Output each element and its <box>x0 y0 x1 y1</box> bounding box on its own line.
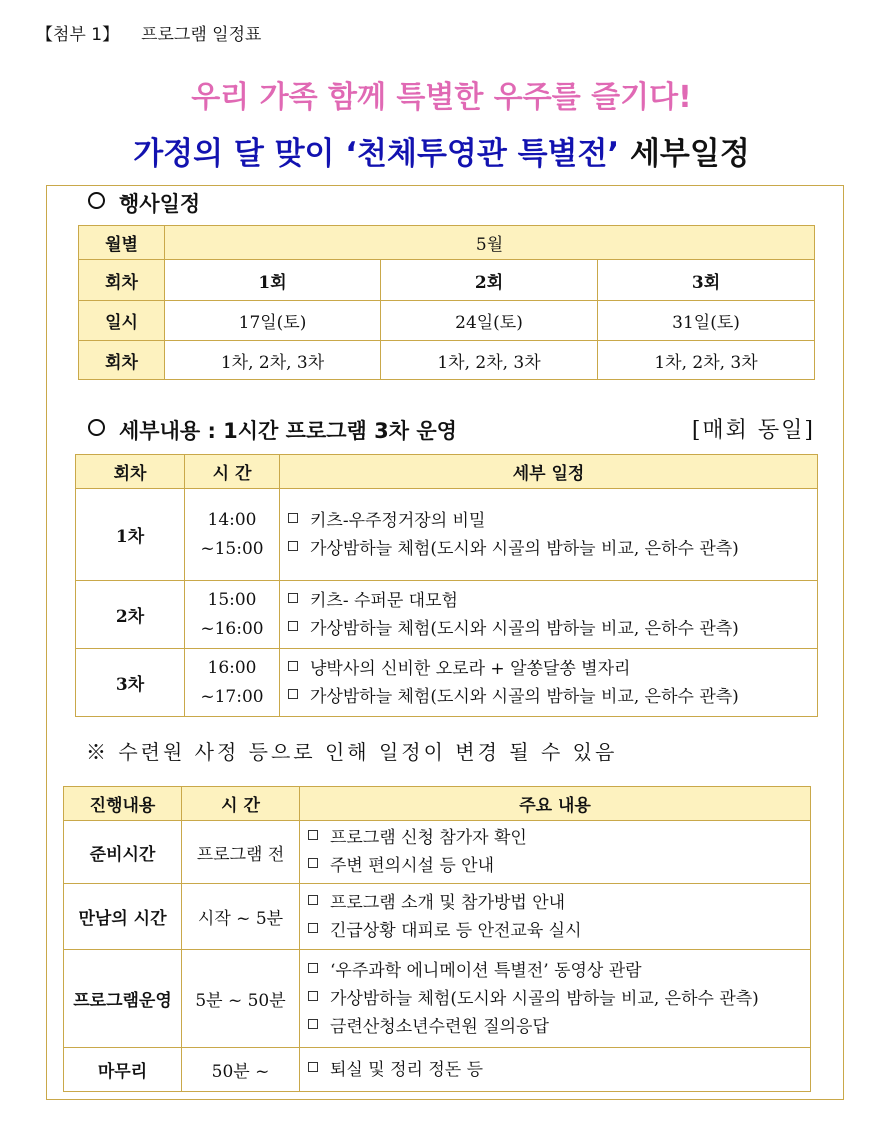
month-label: 월별 <box>79 226 165 260</box>
square-bullet-icon <box>288 661 298 671</box>
square-bullet-icon <box>308 895 318 905</box>
list-item: 주변 편의시설 등 안내 <box>308 852 810 880</box>
table-row <box>64 1048 811 1092</box>
column-header: 시 간 <box>182 787 300 821</box>
event-schedule-table <box>78 225 815 380</box>
detail-cell <box>280 581 818 649</box>
circle-bullet-icon <box>88 419 105 436</box>
table-row <box>64 821 811 884</box>
list-item: 긴급상황 대피로 등 안전교육 실시 <box>308 917 810 945</box>
session-cell: 2회 <box>381 260 598 301</box>
table-header-row <box>64 787 811 821</box>
circle-bullet-icon <box>88 192 105 209</box>
list-item: 가상밤하늘 체험(도시와 시골의 밤하늘 비교, 은하수 관측) <box>308 985 810 1013</box>
section-heading-text: 행사일정 <box>119 192 201 216</box>
session-label: 회차 <box>79 260 165 301</box>
square-bullet-icon <box>308 991 318 1001</box>
section-heading-details <box>88 415 457 445</box>
list-item: 키츠- 수퍼문 대모험 <box>288 587 817 615</box>
square-bullet-icon <box>308 963 318 973</box>
square-bullet-icon <box>308 1062 318 1072</box>
detail-cell <box>280 489 818 581</box>
square-bullet-icon <box>308 1019 318 1029</box>
square-bullet-icon <box>288 541 298 551</box>
content-cell <box>300 950 811 1048</box>
square-bullet-icon <box>288 689 298 699</box>
time-cell <box>185 649 280 717</box>
detail-cell <box>280 649 818 717</box>
list-item: 가상밤하늘 체험(도시와 시골의 밤하늘 비교, 은하수 관측) <box>288 683 817 711</box>
square-bullet-icon <box>288 621 298 631</box>
sub-title-blue: 가정의 달 맞이 ‘천체투영관 특별전’ <box>133 136 620 172</box>
list-item: 가상밤하늘 체험(도시와 시골의 밤하늘 비교, 은하수 관측) <box>288 535 817 563</box>
session-cell: 3회 <box>598 260 815 301</box>
list-item: 가상밤하늘 체험(도시와 시골의 밤하늘 비교, 은하수 관측) <box>288 615 817 643</box>
time-cell: 5분 ~ 50분 <box>182 950 300 1048</box>
time-cell <box>185 581 280 649</box>
table-row <box>76 581 818 649</box>
sub-title-black: 세부일정 <box>629 136 750 172</box>
column-header: 주요 내용 <box>300 787 811 821</box>
round-cell: 1차, 2차, 3차 <box>165 341 381 380</box>
date-cell: 31일(토) <box>598 301 815 341</box>
list-item: 금련산청소년수련원 질의응답 <box>308 1013 810 1041</box>
sub-title <box>0 128 883 173</box>
stage-cell: 만남의 시간 <box>64 884 182 950</box>
date-label: 일시 <box>79 301 165 341</box>
time-end: ~15:00 <box>200 538 264 559</box>
list-item: ‘우주과학 에니메이션 특별전’ 동영상 관람 <box>308 957 810 985</box>
main-title: 우리 가족 함께 특별한 우주를 즐기다! <box>191 80 692 115</box>
square-bullet-icon <box>308 830 318 840</box>
time-end: ~17:00 <box>200 686 264 707</box>
attachment-title: 프로그램 일정표 <box>141 25 262 45</box>
program-flow-table <box>63 786 811 1092</box>
square-bullet-icon <box>288 593 298 603</box>
attachment-label: 【첨부 1】 <box>36 25 120 45</box>
schedule-change-notice: ※ 수련원 사정 등으로 인해 일정이 변경 될 수 있음 <box>86 740 618 764</box>
square-bullet-icon <box>288 513 298 523</box>
stage-cell: 프로그램운영 <box>64 950 182 1048</box>
list-item: 프로그램 소개 및 참가방법 안내 <box>308 889 810 917</box>
square-bullet-icon <box>308 858 318 868</box>
time-cell: 시작 ~ 5분 <box>182 884 300 950</box>
attachment-header <box>36 20 261 45</box>
date-cell: 24일(토) <box>381 301 598 341</box>
column-header: 세부 일정 <box>280 455 818 489</box>
table-row <box>64 884 811 950</box>
table-row <box>79 226 815 260</box>
list-item: 냥박사의 신비한 오로라 + 알쏭달쏭 별자리 <box>288 655 817 683</box>
time-cell <box>185 489 280 581</box>
list-item: 프로그램 신청 참가자 확인 <box>308 824 810 852</box>
round-label: 회차 <box>79 341 165 380</box>
content-cell <box>300 1048 811 1092</box>
month-value: 5월 <box>165 226 815 260</box>
detail-schedule-table <box>75 454 818 717</box>
content-cell <box>300 821 811 884</box>
session-cell: 1회 <box>165 260 381 301</box>
date-cell: 17일(토) <box>165 301 381 341</box>
table-row <box>76 649 818 717</box>
round-cell: 1차, 2차, 3차 <box>598 341 815 380</box>
list-item: 키츠-우주정거장의 비밀 <box>288 507 817 535</box>
time-cell: 프로그램 전 <box>182 821 300 884</box>
time-start: 16:00 <box>207 657 257 678</box>
section-heading-schedule <box>88 188 200 218</box>
column-header: 시 간 <box>185 455 280 489</box>
table-header-row <box>76 455 818 489</box>
round-cell: 1차 <box>76 489 185 581</box>
table-row <box>76 489 818 581</box>
round-cell: 1차, 2차, 3차 <box>381 341 598 380</box>
round-cell: 2차 <box>76 581 185 649</box>
column-header: 진행내용 <box>64 787 182 821</box>
table-row <box>64 950 811 1048</box>
table-row <box>79 341 815 380</box>
same-every-session-note: [매회 동일] <box>691 418 815 443</box>
square-bullet-icon <box>308 923 318 933</box>
content-cell <box>300 884 811 950</box>
stage-cell: 마무리 <box>64 1048 182 1092</box>
column-header: 회차 <box>76 455 185 489</box>
table-row <box>79 301 815 341</box>
round-cell: 3차 <box>76 649 185 717</box>
time-end: ~16:00 <box>200 618 264 639</box>
stage-cell: 준비시간 <box>64 821 182 884</box>
section-heading-text: 세부내용 : 1시간 프로그램 3차 운영 <box>119 419 457 443</box>
list-item: 퇴실 및 정리 정돈 등 <box>308 1056 810 1084</box>
time-cell: 50분 ~ <box>182 1048 300 1092</box>
time-start: 15:00 <box>207 589 257 610</box>
table-row <box>79 260 815 301</box>
time-start: 14:00 <box>207 509 257 530</box>
